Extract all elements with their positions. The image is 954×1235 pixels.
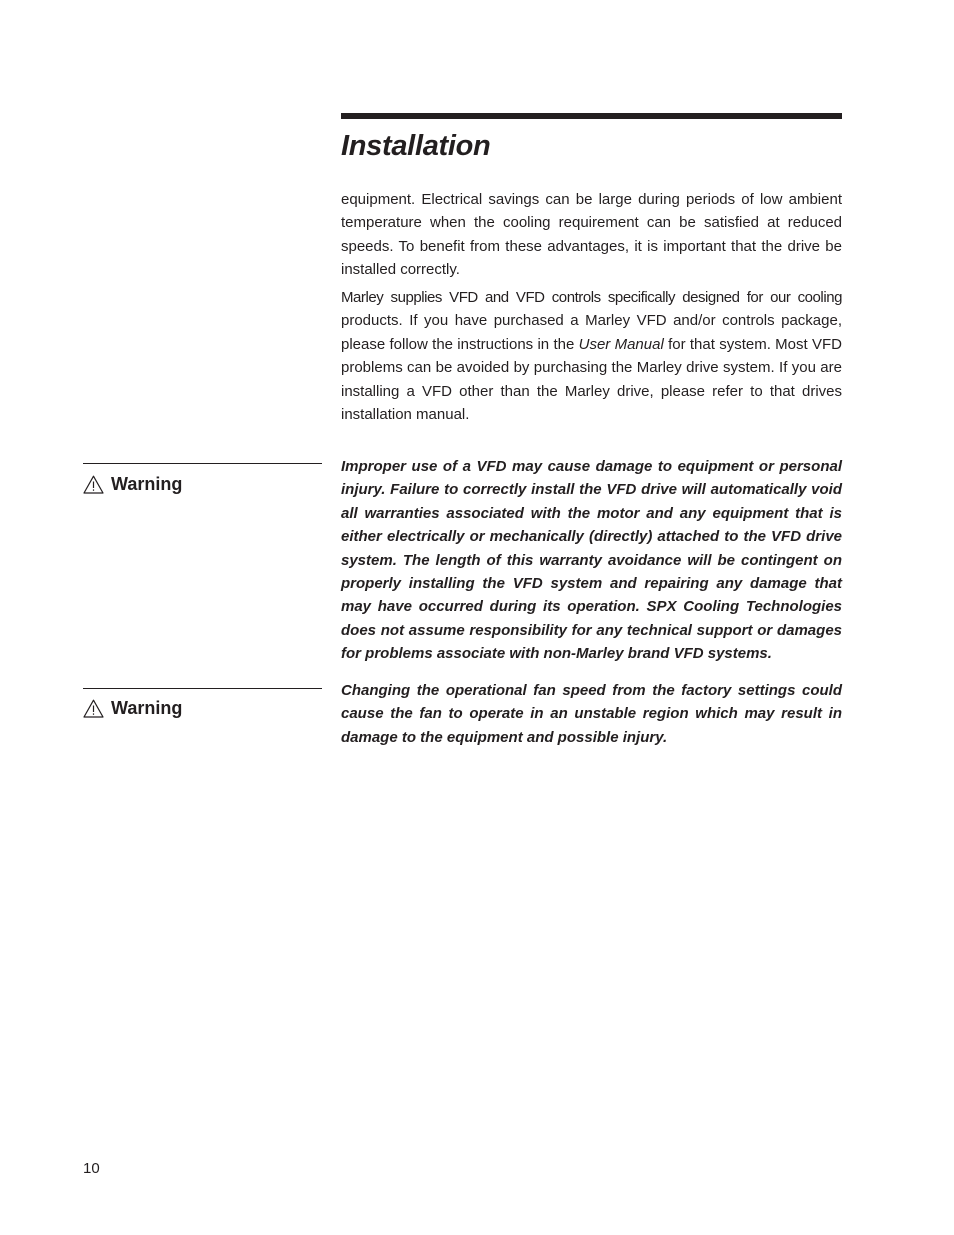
body-paragraph-2	[341, 286, 842, 426]
body-paragraph-1: equipment. Electrical savings can be large during periods of low ambient temperature when the cooling requirement can be satisfied at reduced speeds. To benefit from these advantages, it is important that the drive be installed correctly.	[341, 191, 842, 279]
body-paragraph-2-text-a: products. If you have purchased a Marley VFD and/or controls package, please follow the instructions in the	[341, 312, 842, 353]
warning-1-label-text: Warning	[111, 474, 183, 494]
warning-1-rule	[83, 463, 322, 464]
user-manual-reference: User Manual	[578, 335, 664, 353]
warning-1-text: Improper use of a VFD may cause damage to equipment or personal injury. Failure to correctly install the VFD drive will automatically void all warranties associated with the motor and any equipment that is either electrically or mechanically (directly) attached to the VFD drive system. The length of this warranty avoidance will be contingent on properly installing the VFD system and repairing any damage that may have occurred during its operation. SPX Cooling Technologies does not assume responsibility for any technical support or damages for problems associate with non-Marley brand VFD systems.	[341, 458, 842, 663]
warning-1-label	[83, 474, 182, 495]
warning-triangle-icon	[83, 699, 104, 718]
page-number: 10	[83, 1160, 100, 1177]
warning-2-text: Changing the operational fan speed from the factory settings could cause the fan to operate in an unstable region which may result in damage to the equipment and possible injury.	[341, 682, 842, 746]
warning-2-rule	[83, 688, 322, 689]
warning-triangle-icon	[83, 475, 104, 494]
warning-2-label-text: Warning	[111, 698, 183, 718]
warning-2-label	[83, 698, 182, 719]
section-top-rule	[341, 113, 842, 119]
body-paragraph-2-text-b: for that system. Most VFD problems can be avoided by purchasing the Marley drive system. If you are installing a VFD other than the Marley drive, please refer to that drives installation manual.	[341, 335, 842, 424]
section-title: Installation	[341, 130, 491, 162]
body-paragraph-2-line-1: Marley supplies VFD and VFD controls specifically designed for our cooling	[341, 289, 842, 306]
